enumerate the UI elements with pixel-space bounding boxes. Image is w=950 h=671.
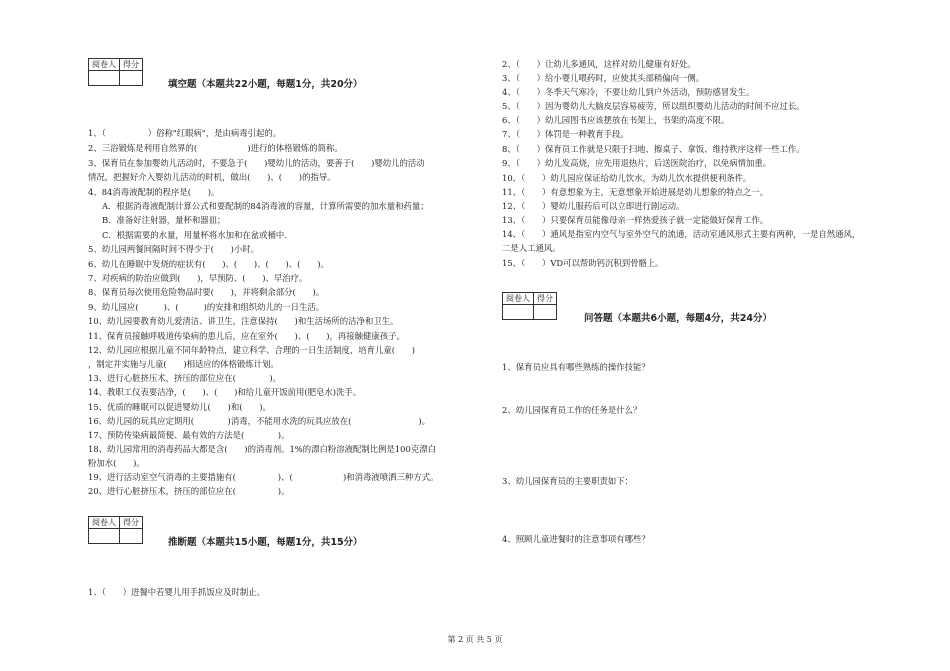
fill-item: 粉加水( )。	[88, 458, 145, 468]
judge-item: 9、（ ）幼儿发高烧，应先用退热片，后送医院治疗，以免病情加重。	[502, 158, 772, 168]
judge-item: 15、（ ）VD可以帮助钙沉积到骨骼上。	[502, 258, 664, 268]
fill-item: 19、进行活动室空气消毒的主要措施有( )、( )和消毒液喷洒三种方式。	[88, 472, 439, 482]
qa-item: 2、幼儿园保育员工作的任务是什么？	[502, 405, 642, 415]
fill-item: 情况，把握好介入婴幼儿活动的时机，做出( )、( )的指导。	[88, 172, 336, 182]
fill-item: 13、进行心脏挤压术，挤压的部位应在( )。	[88, 373, 282, 383]
page-footer: 第 2 页 共 5 页	[447, 635, 503, 644]
fill-item: 3、保育员在参加婴幼儿活动时，不要急于( )婴幼儿的活动，要善于( )婴幼儿的活动	[88, 158, 425, 168]
fill-item: 14、教职工仪表要洁净，( )、( )和给儿童开饭前用(肥皂水)洗手。	[88, 387, 362, 397]
score-label: 得分	[534, 293, 557, 305]
fill-item: A．根据消毒液配制计算公式和要配制的84消毒液的容量，计算所需要的加水量和药量；	[102, 201, 429, 211]
qa-item: 3、幼儿园保育员的主要职责如下：	[502, 476, 633, 486]
judge-item: 6、（ ）幼儿园图书应该摆放在书架上，书架的高度不限。	[502, 115, 730, 125]
section-title-fill-blank: 填空题（本题共22小题，每题1分，共20分）	[168, 79, 363, 90]
score-table-qa	[502, 292, 557, 320]
judge-item: 4、（ ）冬季天气寒冷，不要让幼儿到户外活动，预防感冒发生。	[502, 87, 755, 97]
fill-item: B．准备好注射器，量杯和器皿；	[102, 215, 226, 225]
fill-item: ，制定并实施与儿童( )相适应的体格锻炼计划。	[88, 359, 279, 369]
fill-item: 6、幼儿在睡眠中发烧的症状有( )、( )、( )、( )。	[88, 259, 329, 269]
reviewer-label: 阅卷人	[89, 59, 120, 71]
fill-item: 5、幼儿园两餐间隔时间不得少于( )小时。	[88, 244, 259, 254]
section-title-qa: 问答题（本题共6小题，每题4分，共24分）	[584, 313, 772, 324]
fill-item: 20、进行心脏挤压术，挤压的部位应在( )。	[88, 486, 290, 496]
fill-item: 16、幼儿园的玩具应定期用( )消毒，不能用水洗的玩具应放在( )。	[88, 416, 430, 426]
judge-item: 5、（ ）因为婴幼儿大脑皮层容易疲劳，所以组织婴幼儿活动的时间不应过长。	[502, 101, 805, 111]
judge-item: 2、（ ）让幼儿多通风，这样对幼儿健康有好处。	[502, 59, 696, 69]
fill-item: 12、幼儿园应根据儿童不同年龄特点，建立科学、合理的一日生活制度，培育儿童( )	[88, 345, 416, 355]
reviewer-label: 阅卷人	[503, 293, 534, 305]
score-label: 得分	[120, 59, 143, 71]
fill-item: 2、三浴锻炼是利用自然界的( )进行的体格锻炼的简称。	[88, 143, 343, 153]
fill-item: 18、幼儿园常用的消毒药品大都是含( )的消毒剂。1%的漂白粉溶液配制比例是100克漂白	[88, 444, 436, 454]
judge-item: 1、（ ）进餐中若婴儿用手抓饭应及时制止。	[88, 587, 266, 597]
qa-item: 4、照顾儿童进餐时的注意事项有哪些？	[502, 534, 650, 544]
judge-item: 3、（ ）给小婴儿喂药时，应使其头部稍偏向一侧。	[502, 73, 705, 83]
fill-item: 9、幼儿园应( )、( )的安排和组织幼儿的一日生活。	[88, 302, 325, 312]
section-title-judge: 推断题（本题共15小题，每题1分，共15分）	[168, 537, 363, 548]
fill-item: 4、84消毒液配制的程序是( )。	[88, 187, 220, 197]
fill-item: 10、幼儿园要教育幼儿爱清洁、讲卫生，注意保持( )和生活场所的洁净和卫生。	[88, 316, 399, 326]
fill-item: 7、对疾病的防治应做到( )，早预防、( )、早治疗。	[88, 273, 308, 283]
judge-item: 10、（ ）幼儿园应保证给幼儿饮水，为幼儿饮水提供便利条件。	[502, 173, 752, 183]
score-label: 得分	[120, 517, 143, 529]
qa-item: 1、保育员应具有哪些熟练的操作技能？	[502, 362, 650, 372]
fill-item: 8、保育员每次使用危险物品时要( )，并将剩余部分( )。	[88, 287, 325, 297]
fill-item: 11、保育员接触呼吸道传染病的患儿后，应在室外( )、( )，再接触健康孩子。	[88, 331, 405, 341]
judge-item: 8、（ ）保育员工作就是只限于扫地、擦桌子、拿饭、维持秩序这样一些工作。	[502, 144, 805, 154]
judge-item: 11、（ ）有意想象为主，无意想象开始进展是幼儿想象的特点之一。	[502, 187, 769, 197]
score-table-judge	[88, 516, 143, 544]
judge-item: 二是人工通风。	[502, 243, 561, 253]
reviewer-label: 阅卷人	[89, 517, 120, 529]
fill-item: 15、优质的睡眠可以促进婴幼儿( )和( )。	[88, 402, 271, 412]
judge-item: 13、（ ）只要保育员能像母亲一样热爱孩子就一定能做好保育工作。	[502, 215, 769, 225]
judge-item: 12、（ ）婴幼儿服药后可以立即进行剧运动。	[502, 201, 685, 211]
judge-item: 7、（ ）体罚是一种教育手段。	[502, 129, 629, 139]
fill-item: 17、预防传染病最简便、最有效的方法是( )。	[88, 430, 290, 440]
judge-item: 14、（ ）通风是指室内空气与室外空气的流通，活动室通风形式主要有两种，一是自然通风，	[502, 229, 861, 239]
score-table-fill	[88, 58, 143, 86]
fill-item: 1、（ ）俗称"红眼病"，是由病毒引起的。	[88, 128, 282, 138]
fill-item: C．根据需要的水量，用量杯将水加和在盆或桶中.	[102, 230, 287, 240]
